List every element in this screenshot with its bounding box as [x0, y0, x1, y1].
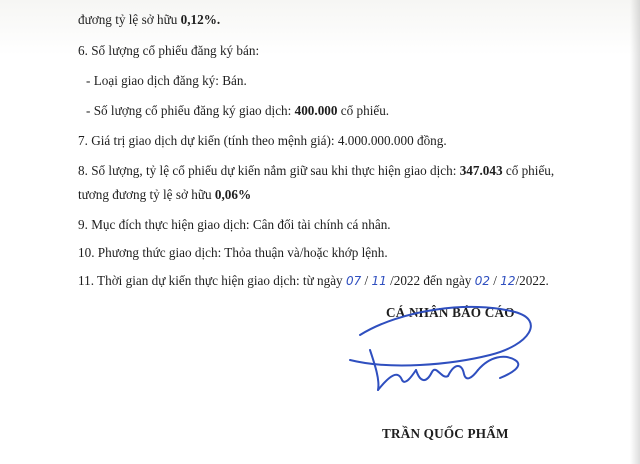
handwritten-start-day: 07 [345, 274, 362, 288]
item-9-line: 9. Mục đích thực hiện giao dịch: Cân đối tài chính cá nhân. [78, 217, 391, 232]
ownership-ratio-line: đương tỷ lệ sở hữu 0,12%. [78, 12, 221, 27]
registered-quantity-line: - Số lượng cổ phiếu đăng ký giao dịch: 400.000 cổ phiếu. [86, 103, 390, 118]
item-8-continued: tương đương tỷ lệ sở hữu 0,06% [78, 187, 252, 202]
item-6-heading: 6. Số lượng cổ phiếu đăng ký bán: [78, 43, 260, 58]
transaction-type-line: - Loại giao dịch đăng ký: Bán. [86, 73, 247, 88]
item-10-line: 10. Phương thức giao dịch: Thỏa thuận và/hoặc khớp lệnh. [78, 245, 388, 260]
reporter-heading: CÁ NHÂN BÁO CÁO [386, 305, 515, 320]
item-11-line: 11. Thời gian dự kiến thực hiện giao dịch: từ ngày 07 / 11 /2022 đến ngày 02 / 12/2022. [78, 273, 549, 288]
page-edge-shadow [630, 0, 640, 464]
reporter-name: TRẦN QUỐC PHẨM [382, 426, 509, 441]
handwritten-start-month: 11 [371, 274, 387, 288]
item-8-line: 8. Số lượng, tỷ lệ cổ phiếu dự kiến nắm giữ sau khi thực hiện giao dịch: 347.043 cổ phiếu, [78, 163, 555, 178]
handwritten-end-month: 12 [500, 274, 516, 288]
item-7-line: 7. Giá trị giao dịch dự kiến (tính theo mệnh giá): 4.000.000.000 đồng. [78, 133, 447, 148]
signature-image [330, 290, 560, 400]
handwritten-end-day: 02 [474, 274, 490, 288]
